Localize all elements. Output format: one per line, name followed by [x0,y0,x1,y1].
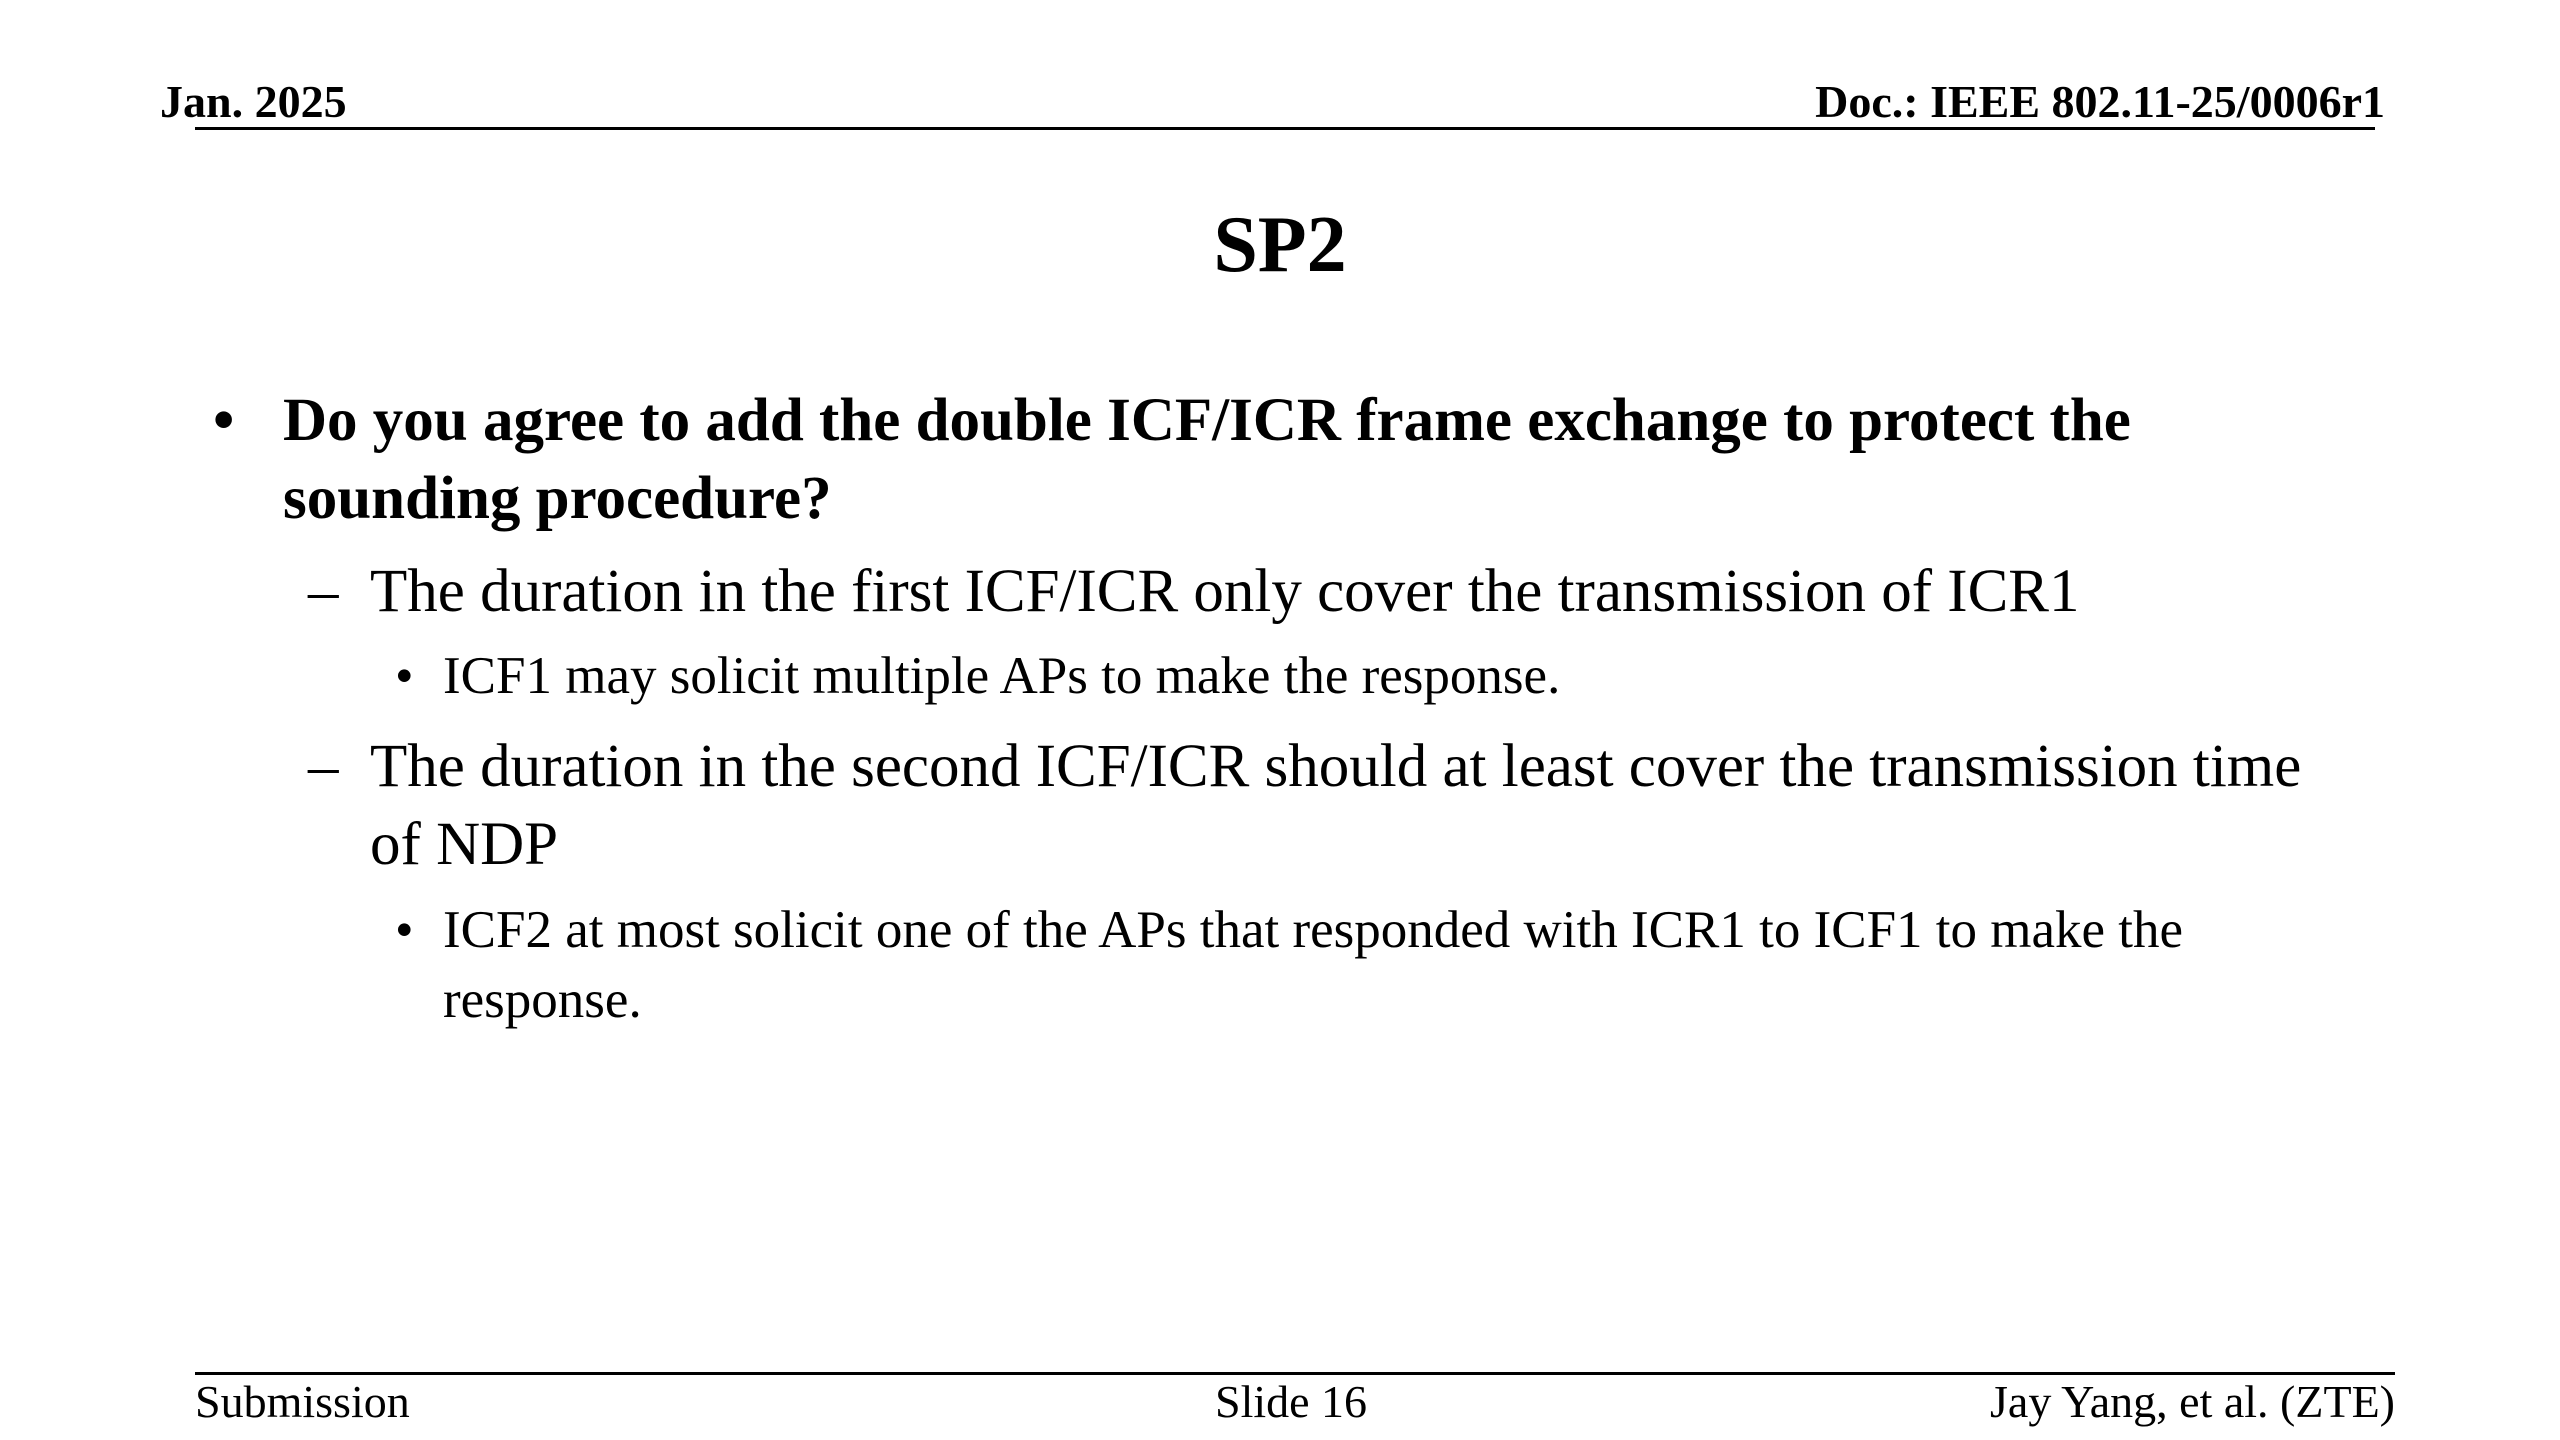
bullet-marker: • [213,387,235,454]
bullet-main-text: Do you agree to add the double ICF/ICR frame exchange to protect the sounding procedure? [283,387,2131,532]
detail-bullet-icf1 [395,641,2373,711]
dash-marker: – [308,733,339,800]
slide-title: SP2 [1213,201,1347,289]
header-date: Jan. 2025 [160,76,347,127]
detail-bullet-icf2-text: ICF2 at most solicit one of the APs that responded with ICR1 to ICF1 to make the response. [443,901,2184,1029]
sub-bullet-first-duration-text: The duration in the first ICF/ICR only cover the transmission of ICR1 [370,558,2080,625]
sub-bullet-first-duration [308,553,2320,631]
bullet-marker: • [395,647,414,705]
sub-bullet-second-duration [308,728,2320,884]
bullet-main [213,382,2313,538]
detail-bullet-icf2 [395,895,2373,1035]
footer-submission: Submission [195,1376,410,1427]
sub-bullet-second-duration-text: The duration in the second ICF/ICR should at least cover the transmission time of NDP [370,733,2302,878]
header-document-id: Doc.: IEEE 802.11-25/0006r1 [1815,76,2385,127]
dash-marker: – [308,558,339,625]
footer-authors: Jay Yang, et al. (ZTE) [1990,1376,2395,1427]
bullet-marker: • [395,901,414,959]
detail-bullet-icf1-text: ICF1 may solicit multiple APs to make the response. [443,647,1561,705]
footer-slide-number: Slide 16 [1215,1376,1368,1427]
